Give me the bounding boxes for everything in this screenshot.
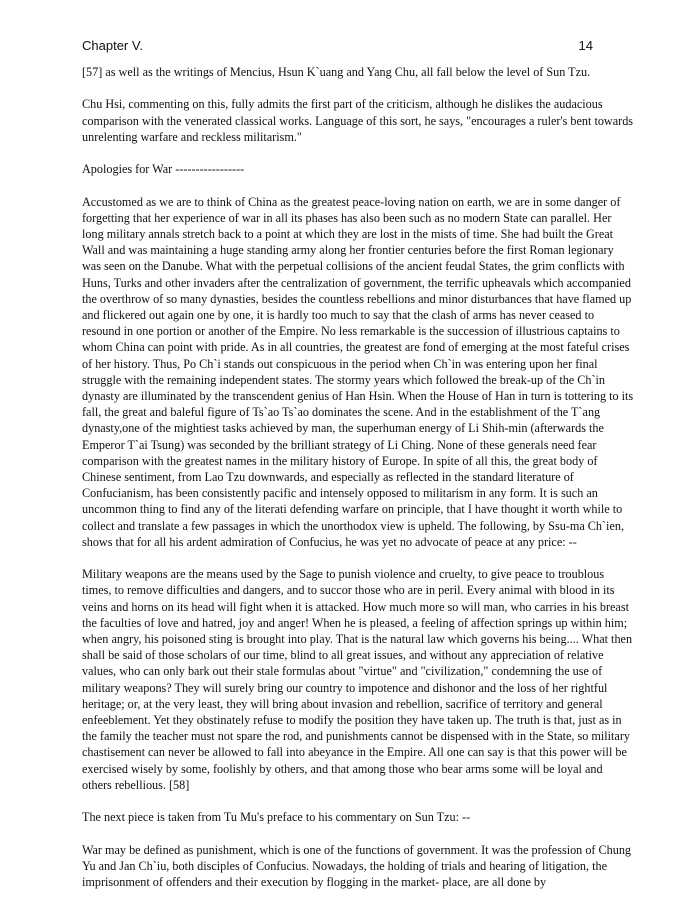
paragraph-1: [57] as well as the writings of Mencius, Hsun K`uang and Yang Chu, all fall below the level of Sun Tzu.: [82, 65, 591, 79]
chapter-title: Chapter V.: [82, 38, 143, 53]
page-body: [82, 64, 635, 906]
paragraph-6: War may be defined as punishment, which is one of the functions of government. It was the profession of Chung Yu and Jan Ch`iu, both disciples of Confucius. Nowadays, the holding of trials and hearing of litigation, the imprisonment of offenders and their execution by flogging in the market- place, are all done by: [82, 842, 632, 890]
paragraph-4: Military weapons are the means used by the Sage to punish violence and cruelty, to give peace to troublous times, to remove difficulties and dangers, and to succor those who are in peril. Every animal with blood in its veins and horns on its head will fight when it is attacked. How much more so will man, who carries in his breast the faculties of love and hatred, joy and anger! When he is pleased, a feeling of affection springs up within him; when angry, his poisoned sting is brought into play. That is the natural law which governs his being.... What then shall be said of those scholars of our time, blind to all great issues, and without any appreciation of relative values, who can only bark out their stale formulas about "virtue" and "civilization," condemning the use of military weapons? They will surely bring our country to impotence and dishonor and the loss of her rightful heritage; or, at the very least, they will bring about invasion and rebellion, sacrifice of territory and general enfeeblement. Yet they obstinately refuse to modify the position they have taken up. The truth is that, just as in the family the teacher must not spare the rod, and punishments cannot be dispensed with in the State, so military chastisement can never be allowed to fall into abeyance in the Empire. All one can say is that this power will be exercised wisely by some, foolishly by others, and that among those who bear arms some will be loyal and others rebellious. [58]: [82, 567, 633, 792]
page-number: 14: [578, 38, 593, 53]
paragraph-2: Chu Hsi, commenting on this, fully admits the first part of the criticism, although he dislikes the audacious comparison with the venerated classical works. Language of this sort, he says, "encourages a ruler's bent towards unrelenting warfare and reckless militarism.": [82, 97, 634, 144]
section-heading: Apologies for War -----------------: [82, 162, 245, 177]
paragraph-3: Accustomed as we are to think of China as the greatest peace-loving nation on earth, we are in some danger of forgetting that her experience of war in all its phases has also been such as no modern State can parallel. Her long military annals stretch back to a point at which they are lost in the mists of time. She had built the Great Wall and was maintaining a huge standing army along her frontier centuries before the first Roman legionary was seen on the Danube. What with the perpetual collisions of the ancient feudal States, the grim conflicts with Huns, Turks and other invaders after the centralization of government, the terrific upheavals which accompanied the overthrow of so many dynasties, besides the countless rebellions and minor disturbances that have flamed up and flickered out again one by one, it is hardly too much to say that the clash of arms has never ceased to resound in one portion or another of the Empire. No less remarkable is the succession of illustrious captains to whom China can point with pride. As in all countries, the greatest are fond of emerging at the most fateful crises of her history. Thus, Po Ch`i stands out conspicuous in the period when Ch`in was entering upon her final struggle with the remaining independent states. The stormy years which followed the break-up of the Ch`in dynasty are illuminated by the transcendent genius of Han Hsin. When the House of Han in turn is tottering to its fall, the great and baleful figure of Ts`ao Ts`ao dominates the scene. And in the establishment of the T`ang dynasty,one of the mightiest tasks achieved by man, the superhuman energy of Li Shih-min (afterwards the Emperor T`ai Tsung) was seconded by the brilliant strategy of Li Ching. None of these generals need fear comparison with the greatest names in the military history of Europe. In spite of all this, the great body of Chinese sentiment, from Lao Tzu downwards, and especially as reflected in the standard literature of Confucianism, has been consistently pacific and intensely opposed to militarism in any form. It is such an uncommon thing to find any of the literati defending warfare on principle, that I have thought it worth while to collect and translate a few passages in which the unorthodox view is upheld. The following, by Ssu-ma Ch`ien, shows that for all his ardent admiration of Confucius, he was yet no advocate of peace at any price: --: [82, 194, 634, 549]
paragraph-5: The next piece is taken from Tu Mu's preface to his commentary on Sun Tzu: --: [82, 810, 471, 825]
